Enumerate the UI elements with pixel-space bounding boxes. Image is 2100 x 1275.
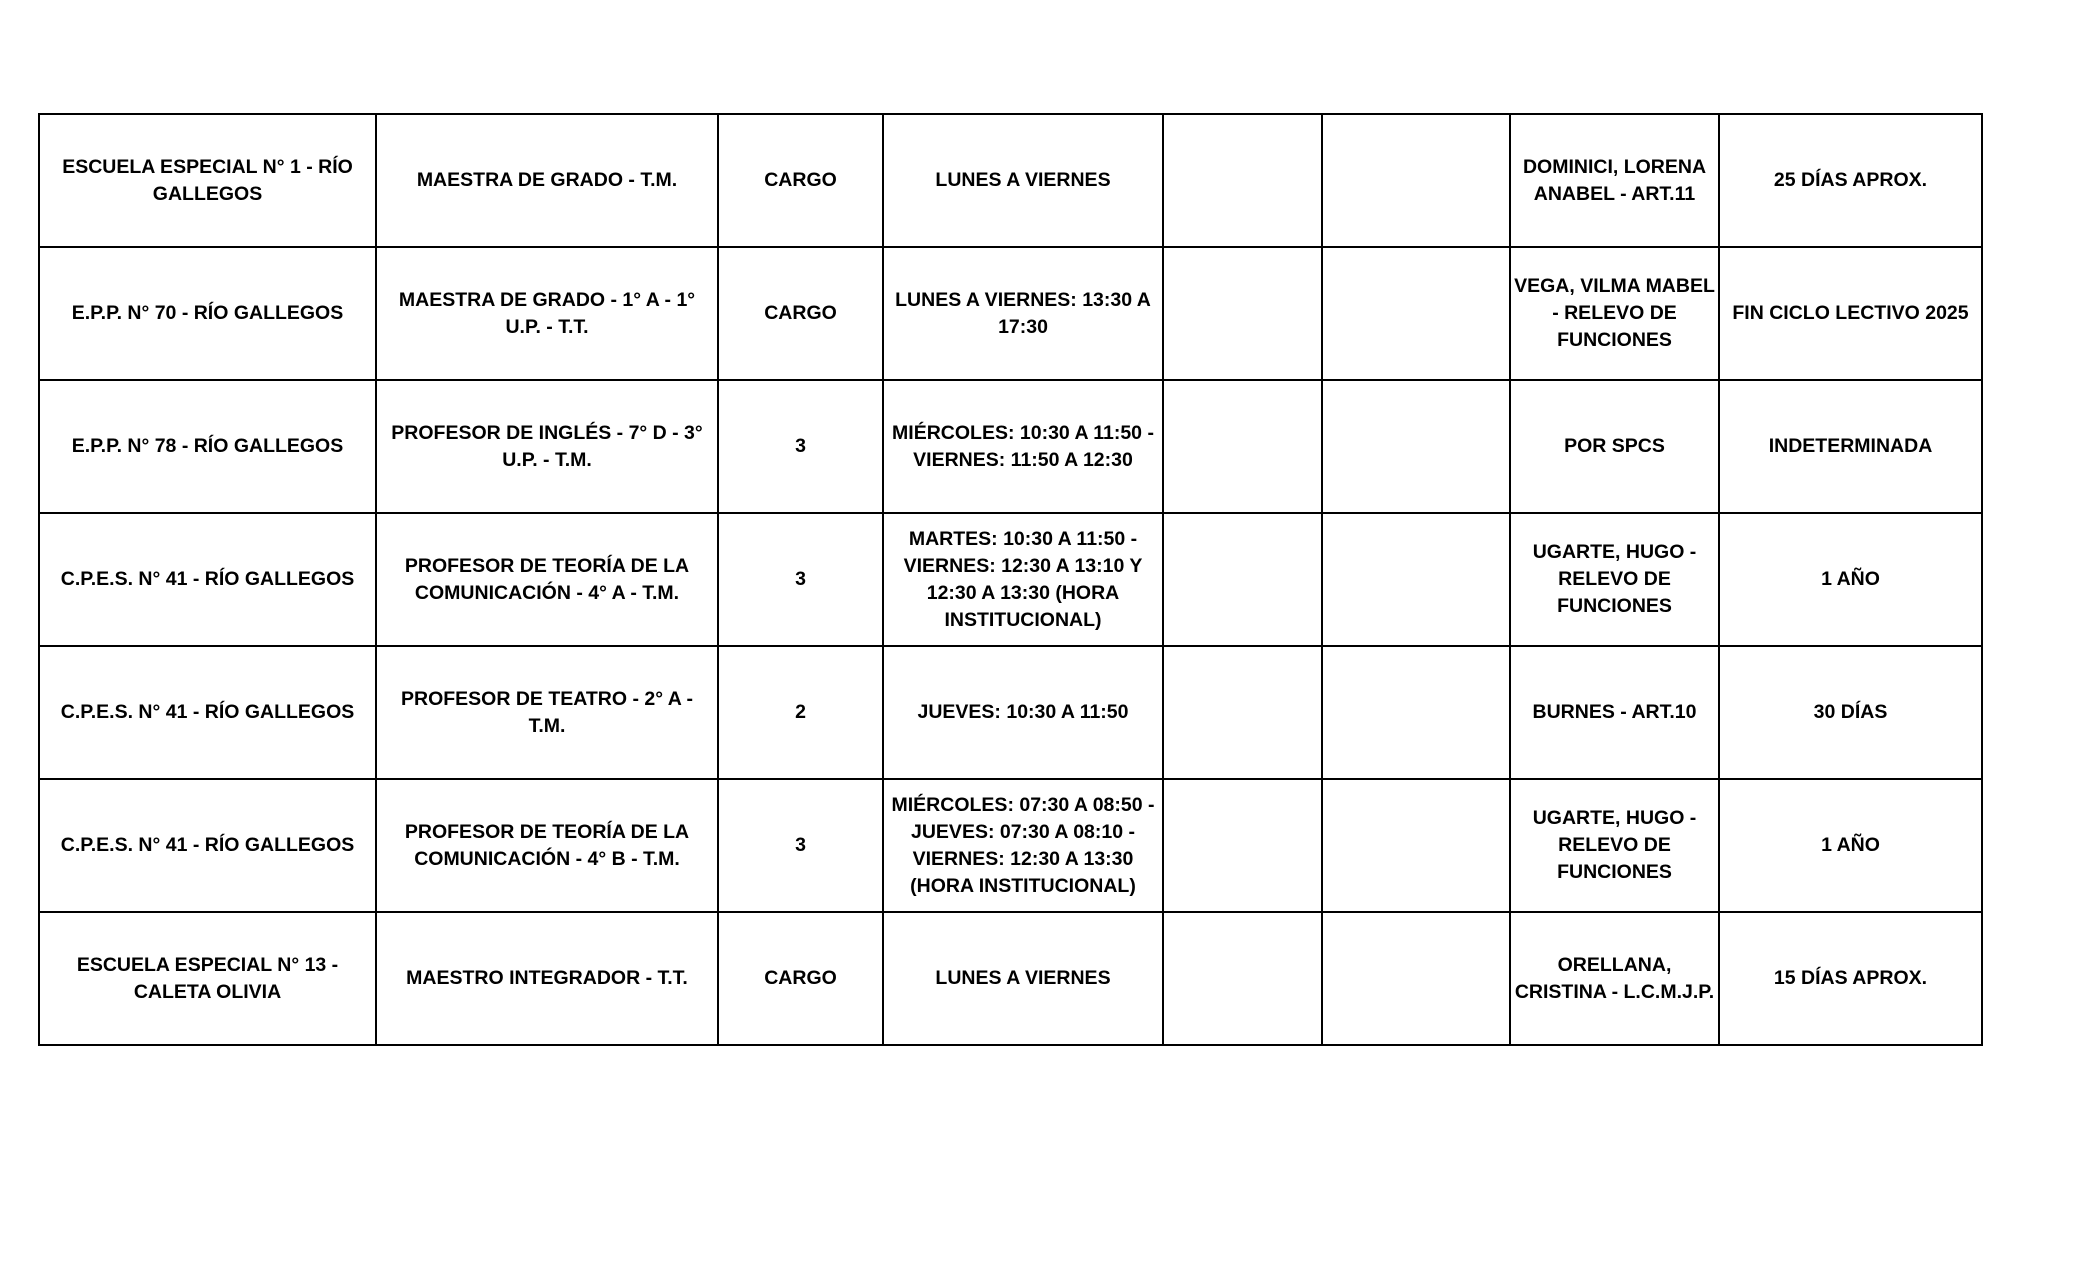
position-cell: MAESTRA DE GRADO - 1° A - 1° U.P. - T.T. xyxy=(376,247,718,380)
schedule-cell: LUNES A VIERNES xyxy=(883,912,1163,1045)
school-cell: ESCUELA ESPECIAL N° 13 - CALETA OLIVIA xyxy=(39,912,376,1045)
school-cell: ESCUELA ESPECIAL N° 1 - RÍO GALLEGOS xyxy=(39,114,376,247)
school-cell: C.P.E.S. N° 41 - RÍO GALLEGOS xyxy=(39,646,376,779)
table-row xyxy=(39,646,1982,779)
schedule-cell: MIÉRCOLES: 10:30 A 11:50 - VIERNES: 11:50 A 12:30 xyxy=(883,380,1163,513)
empty-cell xyxy=(1163,779,1322,912)
duration-cell: 30 DÍAS xyxy=(1719,646,1982,779)
replaces-cell: DOMINICI, LORENA ANABEL - ART.11 xyxy=(1510,114,1719,247)
duration-cell: 15 DÍAS APROX. xyxy=(1719,912,1982,1045)
replaces-cell: ORELLANA, CRISTINA - L.C.M.J.P. xyxy=(1510,912,1719,1045)
hours-cell: CARGO xyxy=(718,247,883,380)
table-row xyxy=(39,779,1982,912)
replaces-cell: UGARTE, HUGO - RELEVO DE FUNCIONES xyxy=(1510,779,1719,912)
duration-cell: 25 DÍAS APROX. xyxy=(1719,114,1982,247)
school-cell: E.P.P. N° 70 - RÍO GALLEGOS xyxy=(39,247,376,380)
empty-cell xyxy=(1163,380,1322,513)
empty-cell xyxy=(1322,646,1510,779)
replaces-cell: POR SPCS xyxy=(1510,380,1719,513)
table-row xyxy=(39,513,1982,646)
duration-cell: 1 AÑO xyxy=(1719,779,1982,912)
empty-cell xyxy=(1163,646,1322,779)
replaces-cell: BURNES - ART.10 xyxy=(1510,646,1719,779)
table-body xyxy=(39,114,1982,1045)
empty-cell xyxy=(1322,779,1510,912)
empty-cell xyxy=(1322,114,1510,247)
duration-cell: INDETERMINADA xyxy=(1719,380,1982,513)
empty-cell xyxy=(1322,912,1510,1045)
schedule-cell: JUEVES: 10:30 A 11:50 xyxy=(883,646,1163,779)
table-row xyxy=(39,114,1982,247)
position-cell: PROFESOR DE TEORÍA DE LA COMUNICACIÓN - 4° B - T.M. xyxy=(376,779,718,912)
hours-cell: 3 xyxy=(718,513,883,646)
empty-cell xyxy=(1163,912,1322,1045)
replaces-cell: UGARTE, HUGO - RELEVO DE FUNCIONES xyxy=(1510,513,1719,646)
empty-cell xyxy=(1322,380,1510,513)
vacancy-table xyxy=(38,113,1983,1046)
table-row xyxy=(39,380,1982,513)
schedule-cell: MIÉRCOLES: 07:30 A 08:50 - JUEVES: 07:30 A 08:10 - VIERNES: 12:30 A 13:30 (HORA INSTITUCIONAL) xyxy=(883,779,1163,912)
hours-cell: 3 xyxy=(718,380,883,513)
table-row xyxy=(39,247,1982,380)
position-cell: MAESTRO INTEGRADOR - T.T. xyxy=(376,912,718,1045)
schedule-cell: MARTES: 10:30 A 11:50 - VIERNES: 12:30 A 13:10 Y 12:30 A 13:30 (HORA INSTITUCIONAL) xyxy=(883,513,1163,646)
duration-cell: 1 AÑO xyxy=(1719,513,1982,646)
position-cell: PROFESOR DE INGLÉS - 7° D - 3° U.P. - T.M. xyxy=(376,380,718,513)
hours-cell: 2 xyxy=(718,646,883,779)
position-cell: PROFESOR DE TEATRO - 2° A - T.M. xyxy=(376,646,718,779)
schedule-cell: LUNES A VIERNES xyxy=(883,114,1163,247)
empty-cell xyxy=(1322,513,1510,646)
replaces-cell: VEGA, VILMA MABEL - RELEVO DE FUNCIONES xyxy=(1510,247,1719,380)
empty-cell xyxy=(1322,247,1510,380)
school-cell: C.P.E.S. N° 41 - RÍO GALLEGOS xyxy=(39,779,376,912)
hours-cell: 3 xyxy=(718,779,883,912)
schedule-cell: LUNES A VIERNES: 13:30 A 17:30 xyxy=(883,247,1163,380)
duration-cell: FIN CICLO LECTIVO 2025 xyxy=(1719,247,1982,380)
hours-cell: CARGO xyxy=(718,912,883,1045)
empty-cell xyxy=(1163,513,1322,646)
school-cell: E.P.P. N° 78 - RÍO GALLEGOS xyxy=(39,380,376,513)
empty-cell xyxy=(1163,114,1322,247)
table-row xyxy=(39,912,1982,1045)
position-cell: PROFESOR DE TEORÍA DE LA COMUNICACIÓN - 4° A - T.M. xyxy=(376,513,718,646)
empty-cell xyxy=(1163,247,1322,380)
school-cell: C.P.E.S. N° 41 - RÍO GALLEGOS xyxy=(39,513,376,646)
position-cell: MAESTRA DE GRADO - T.M. xyxy=(376,114,718,247)
hours-cell: CARGO xyxy=(718,114,883,247)
